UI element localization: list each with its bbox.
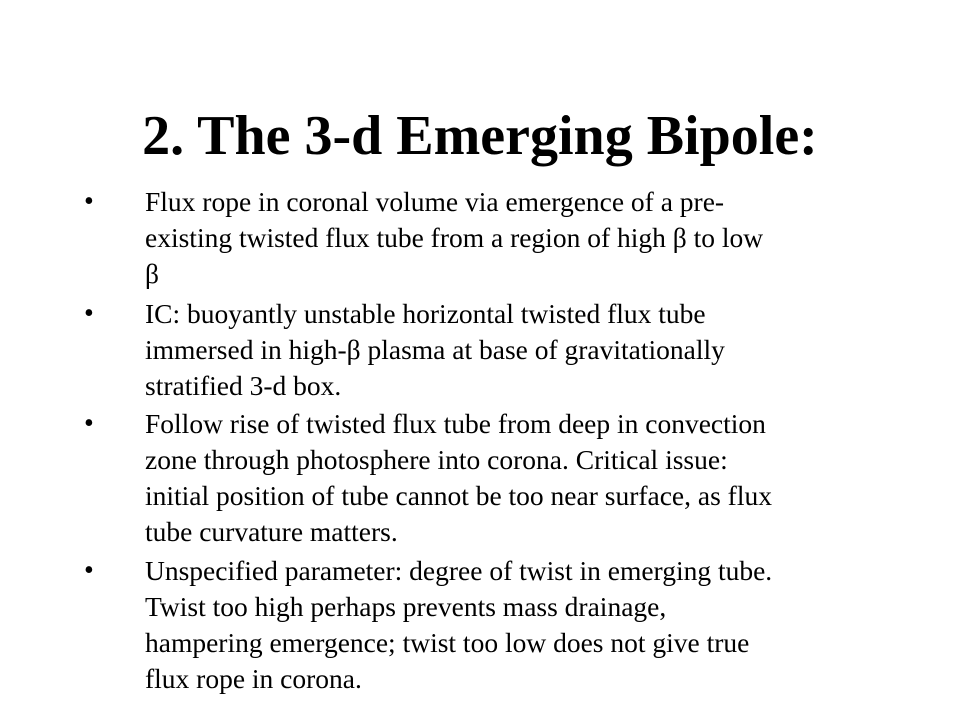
bullet-marker: • — [84, 408, 94, 439]
bullet-line: hampering emergence; twist too low does not give true — [145, 627, 750, 658]
bullet-line: tube curvature matters. — [145, 516, 398, 547]
bullet-line: Follow rise of twisted flux tube from deep in convection — [145, 408, 766, 439]
bullet-marker: • — [84, 555, 94, 586]
bullet-line: IC: buoyantly unstable horizontal twisted flux tube — [145, 298, 706, 329]
bullet-line: zone through photosphere into corona. Critical issue: — [145, 444, 728, 475]
bullet-marker: • — [84, 186, 94, 217]
bullet-line: flux rope in corona. — [145, 663, 362, 694]
bullet-line: Flux rope in coronal volume via emergence of a pre- — [145, 186, 725, 217]
bullet-line: stratified 3-d box. — [145, 370, 342, 401]
bullet-line: initial position of tube cannot be too near surface, as flux — [145, 480, 772, 511]
bullet-text — [145, 553, 880, 697]
bullet-line: β — [145, 258, 159, 289]
bullet-line: immersed in high-β plasma at base of gravitationally — [145, 334, 725, 365]
bullet-marker: • — [84, 298, 94, 329]
bullet-line: Twist too high perhaps prevents mass drainage, — [145, 591, 667, 622]
bullet-text — [145, 296, 880, 404]
slide-title: 2. The 3-d Emerging Bipole: — [142, 104, 818, 167]
bullet-text — [145, 184, 880, 292]
bullet-line: existing twisted flux tube from a region of high β to low — [145, 222, 764, 253]
bullet-line: Unspecified parameter: degree of twist in emerging tube. — [145, 555, 773, 586]
bullet-text — [145, 406, 880, 550]
